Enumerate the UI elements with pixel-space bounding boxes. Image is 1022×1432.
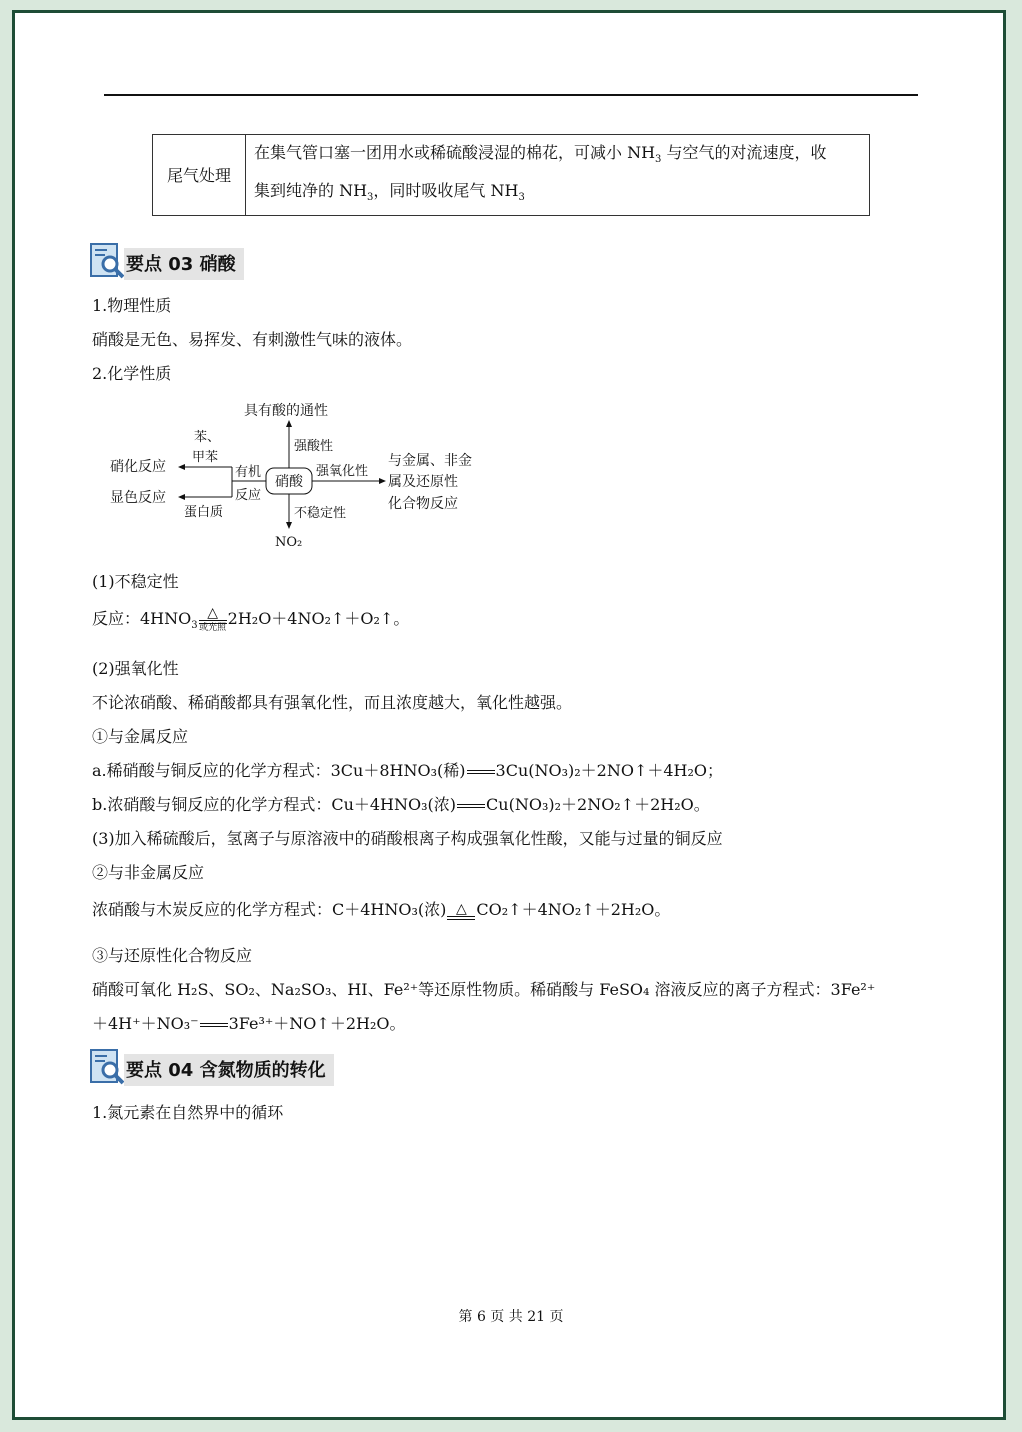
diagram-top-arrow: 强酸性 bbox=[294, 439, 334, 454]
diagram-right-l2: 属及还原性 bbox=[388, 474, 458, 490]
reducing-heading: ③与还原性化合物反应 bbox=[92, 946, 253, 965]
metal-heading: ①与金属反应 bbox=[92, 727, 189, 746]
nonmetal-heading: ②与非金属反应 bbox=[92, 863, 205, 882]
diagram-left-l1: 有机 bbox=[235, 465, 262, 480]
page bbox=[12, 10, 1006, 1420]
diagram-color: 显色反应 bbox=[110, 490, 166, 506]
metal-b: b.浓硝酸与铜反应的化学方程式：Cu＋4HNO₃(浓) Cu(NO₃)₂＋2NO₂↑＋2H₂O。 bbox=[92, 795, 710, 814]
diagram-left-l2: 反应 bbox=[235, 488, 262, 503]
header-rule bbox=[104, 94, 918, 96]
diagram-top: 具有酸的通性 bbox=[244, 403, 328, 419]
physical-body: 硝酸是无色、易挥发、有刺激性气味的液体。 bbox=[92, 330, 413, 349]
chemical-heading: 2.化学性质 bbox=[92, 364, 172, 383]
reducing-body-1: 硝酸可氧化 H₂S、SO₂、Na₂SO₃、HI、Fe²⁺等还原性物质。稀硝酸与 FeSO₄ 溶液反应的离子方程式：3Fe²⁺ bbox=[92, 980, 876, 999]
section-heading-04 bbox=[90, 1044, 334, 1086]
diagram-nitration-reagent-l1: 苯、 bbox=[194, 430, 221, 445]
page-footer: 第 6 页 共 21 页 bbox=[458, 1309, 564, 1325]
diagram-bottom-arrow: 不稳定性 bbox=[294, 506, 347, 521]
table-content: 在集气管口塞一团用水或稀硫酸浸湿的棉花，可减小 $NH_3$ 与空气的对流速度，收 集到纯净的 $NH_3$，同时吸收尾气 $NH_3$ bbox=[246, 135, 870, 216]
section-title: 要点 04 含氮物质的转化 bbox=[124, 1054, 334, 1086]
diagram-nitration: 硝化反应 bbox=[110, 459, 166, 475]
diagram-right-arrow: 强氧化性 bbox=[316, 464, 369, 479]
nonmetal-equation: 浓硝酸与木炭反应的化学方程式：C＋4HNO₃(浓) △ CO₂↑＋4NO₂↑＋2H₂O。 bbox=[92, 900, 671, 919]
diagram-right-l1: 与金属、非金 bbox=[388, 453, 472, 469]
oxid-body: 不论浓硝酸、稀硝酸都具有强氧化性，而且浓度越大，氧化性越强。 bbox=[92, 693, 573, 712]
diagram-color-reagent: 蛋白质 bbox=[184, 505, 224, 520]
magnifier-icon bbox=[90, 242, 126, 280]
section-heading-03 bbox=[90, 238, 244, 280]
reducing-body-2: ＋4H⁺＋NO₃⁻ 3Fe³⁺＋NO↑＋2H₂O。 bbox=[92, 1014, 406, 1033]
diagram-bottom: NO₂ bbox=[275, 535, 303, 550]
section-title: 要点 03 硝酸 bbox=[124, 248, 244, 280]
table-label: 尾气处理 bbox=[153, 135, 246, 216]
oxid-heading: (2)强氧化性 bbox=[92, 659, 179, 678]
unstable-heading: (1)不稳定性 bbox=[92, 572, 179, 591]
physical-heading: 1.物理性质 bbox=[92, 296, 172, 315]
unstable-equation: 反应：$4HNO_3$ △ 或光照 2H₂O＋4NO₂↑＋O₂↑。 bbox=[92, 605, 410, 633]
cycle-heading: 1.氮元素在自然界中的循环 bbox=[92, 1103, 284, 1122]
magnifier-icon bbox=[90, 1048, 126, 1086]
line-3: (3)加入稀硫酸后，氢离子与原溶液中的硝酸根离子构成强氧化性酸，又能与过量的铜反应 bbox=[92, 829, 723, 848]
diagram-center: 硝酸 bbox=[275, 474, 303, 490]
diagram-right-l3: 化合物反应 bbox=[388, 496, 458, 512]
metal-a: a.稀硝酸与铜反应的化学方程式：3Cu＋8HNO₃(稀) 3Cu(NO₃)₂＋2NO↑＋4H₂O； bbox=[92, 761, 724, 780]
diagram-nitration-reagent-l2: 甲苯 bbox=[192, 450, 219, 465]
exhaust-table bbox=[152, 134, 870, 216]
nitric-acid-diagram bbox=[104, 395, 484, 565]
